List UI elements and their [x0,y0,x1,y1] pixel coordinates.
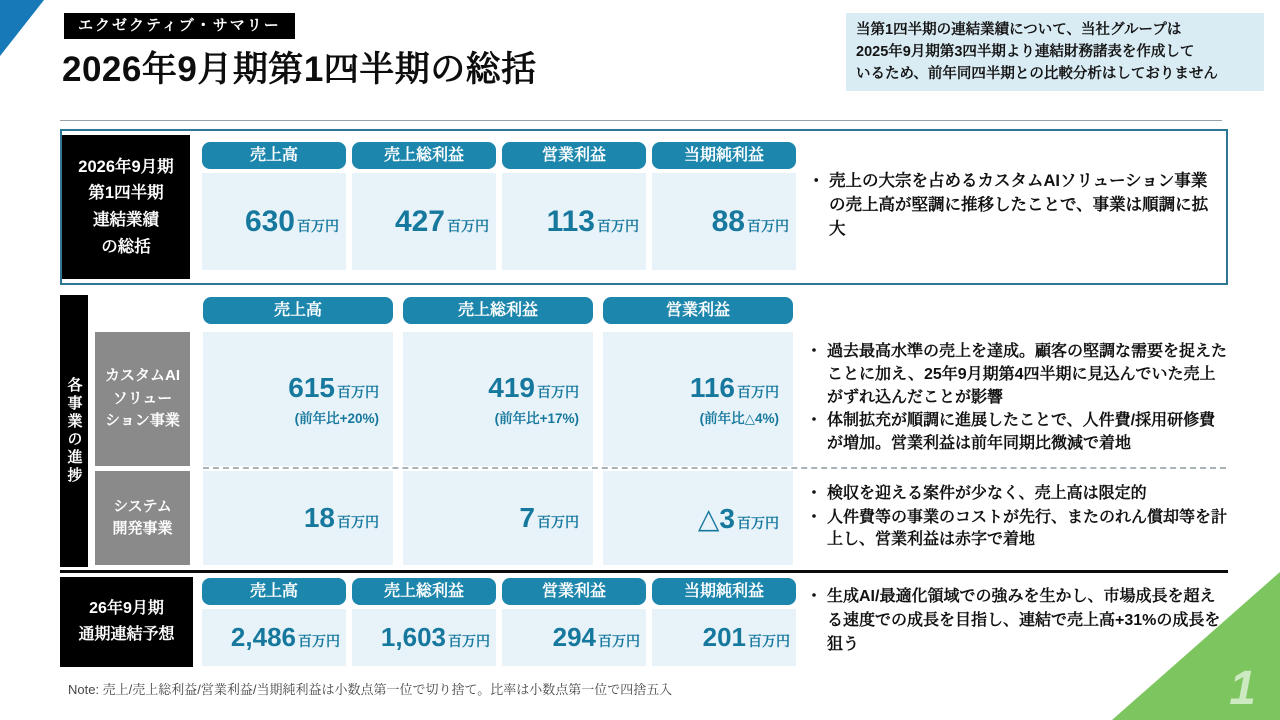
yoy-change: (前年比+17%) [494,410,579,426]
comment-bullet: ・ 検収を迎える案件が少なく、売上高は限定的 [804,483,1228,506]
metric-number: 615 [288,371,335,403]
segments-section [60,294,1228,566]
metric-number: 7 [519,502,535,533]
metric-header-revenue: 売上高 [202,142,346,169]
label-line: 通期連結予想 [78,626,175,643]
segment-header-revenue: 売上高 [203,297,393,324]
segments-side-label: 各事業の進捗 [60,295,88,567]
forecast-value-net-income [652,609,796,666]
yoy-change: (前年比+20%) [294,410,379,426]
yoy-change: (前年比△4%) [699,410,779,426]
metric-value-operating-profit [502,173,646,270]
metric-unit: 百万円 [737,514,779,531]
row-dashed-divider [203,467,1226,469]
segment-label-system-dev [95,471,190,565]
segment-value-gross-profit [403,471,593,565]
forecast-header-net-income: 当期純利益 [652,578,796,605]
forecast-header-revenue: 売上高 [202,578,346,605]
section-divider [60,570,1228,573]
forecast-section-label [60,577,193,667]
metric-unit: 百万円 [448,633,490,649]
title-divider [60,120,1222,121]
metric-number: 116 [689,371,735,403]
segment-header-gross-profit: 売上総利益 [403,297,593,324]
label-line: ション事業 [105,412,180,430]
metric-number: 201 [702,622,746,652]
quarterly-summary-comments [806,131,1220,283]
metric-number: 419 [488,371,535,403]
metric-number: △3 [697,502,735,534]
segment-value-gross-profit [403,332,593,466]
segment-comments-system-dev [804,471,1228,565]
forecast-value-operating-profit [502,609,646,666]
quarterly-summary-label [62,135,190,279]
comment-bullet: ・ 人件費等の事業のコストが先行、またのれん償却等を計上し、営業利益は赤字で着地 [804,507,1228,552]
disclaimer-line: いるため、前年同四半期との比較分析はしておりません [856,66,1218,83]
metric-unit: 百万円 [748,633,790,649]
section-badge: エクゼクティブ・サマリー [64,13,295,39]
segment-value-operating-profit [603,471,793,565]
metric-unit: 百万円 [337,514,379,530]
metric-value-gross-profit [352,173,496,270]
comment-bullet: ・ 体制拡充が順調に進展したことで、人件費/採用研修費が増加。営業利益は前年同期比微減で着地 [804,410,1228,455]
metric-unit: 百万円 [597,217,639,234]
metric-number: 1,603 [380,622,446,652]
segment-label-custom-ai [95,332,190,466]
metric-unit: 百万円 [747,217,789,234]
label-line: 2026年9月期 [78,157,174,176]
metric-header-gross-profit: 売上総利益 [352,142,496,169]
metric-number: 427 [394,204,445,238]
label-line: ソリュー [112,389,173,407]
metric-header-operating-profit: 営業利益 [502,142,646,169]
metric-number: 113 [546,204,595,238]
metric-number: 294 [552,622,596,652]
metric-unit: 百万円 [537,383,579,400]
segment-value-revenue [203,332,393,466]
forecast-value-revenue [202,609,346,666]
label-line: 第1四半期 [88,184,164,203]
metric-number: 630 [244,204,295,238]
footnote: Note: 売上/売上総利益/営業利益/当期純利益は小数点第一位で切り捨て。比率は小数点第一位で四捨五入 [68,682,673,697]
segment-header-operating-profit: 営業利益 [603,297,793,324]
label-line: 連結業績 [93,211,159,229]
disclaimer-line: 当第1四半期の連結業績について、当社グループは [856,22,1182,38]
metric-number: 88 [711,204,745,238]
label-line: カスタムAI [104,367,180,385]
page-number: 1 [1229,662,1256,715]
metric-unit: 百万円 [537,514,579,530]
metric-header-net-income: 当期純利益 [652,142,796,169]
metric-value-revenue [202,173,346,270]
forecast-header-gross-profit: 売上総利益 [352,578,496,605]
label-line: システム [113,497,172,515]
metric-unit: 百万円 [598,633,640,649]
segment-value-revenue [203,471,393,565]
comment-bullet: ・ 生成AI/最適化領域での強みを生かし、市場成長を超える速度での成長を目指し、連結で売上高+31%の成長を狙う [804,585,1228,657]
forecast-section [60,577,1228,667]
page-title: 2026年9月期第1四半期の総括 [62,50,537,89]
forecast-value-gross-profit [352,609,496,666]
forecast-header-operating-profit: 営業利益 [502,578,646,605]
quarterly-summary-section [60,129,1228,285]
label-line: 開発事業 [112,520,173,537]
segment-comments-custom-ai [804,332,1228,466]
metric-number: 2,486 [230,622,296,652]
metric-unit: 百万円 [298,633,340,649]
disclaimer-note-box [846,13,1264,91]
label-line: 26年9月期 [89,600,164,618]
blue-corner-triangle [0,0,44,56]
metric-unit: 百万円 [297,217,339,234]
comment-bullet: ・ 過去最高水準の売上を達成。顧客の堅調な需要を捉えたことに加え、25年9月期第4四半期に見込んでいた売上がずれ込んだことが影響 [804,341,1228,409]
metric-number: 18 [303,502,335,533]
metric-unit: 百万円 [337,383,379,400]
disclaimer-line: 2025年9月期第3四半期より連結財務諸表を作成して [856,44,1195,61]
metric-value-net-income [652,173,796,270]
label-line: の総括 [101,237,151,256]
segment-value-operating-profit [603,332,793,466]
comment-bullet: ・ 売上の大宗を占めるカスタムAIソリューション事業の売上高が堅調に推移したことで、事業は順調に拡大 [806,170,1220,242]
metric-unit: 百万円 [447,217,489,234]
metric-unit: 百万円 [737,383,779,400]
